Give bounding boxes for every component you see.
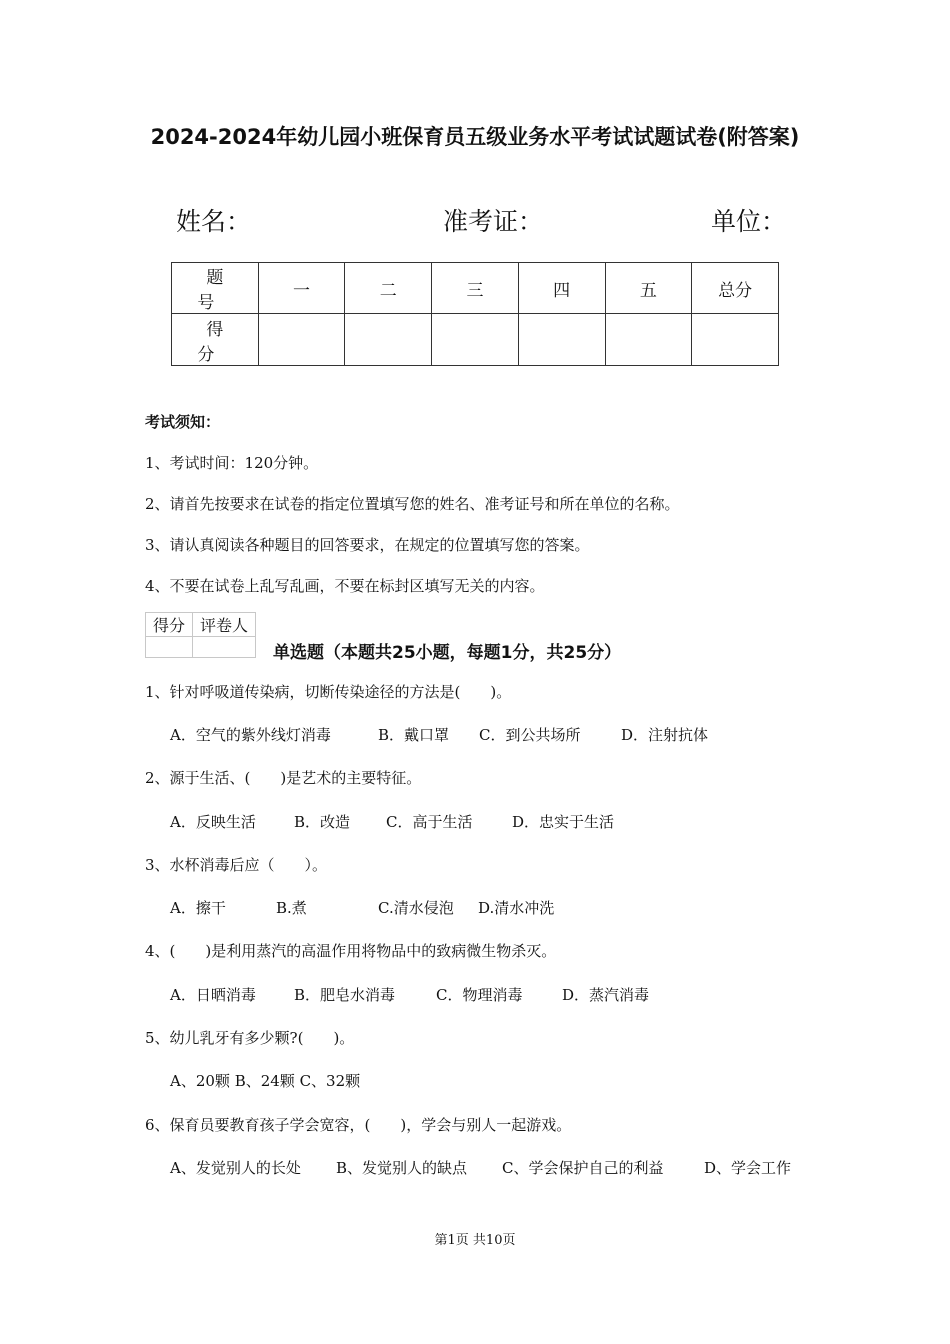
score-entry-cell[interactable] — [432, 314, 519, 366]
option: A．日晒消毒 — [170, 986, 256, 1004]
question-options — [170, 1070, 360, 1091]
question-options — [170, 724, 708, 745]
option: C．到公共场所 — [479, 726, 581, 744]
option: A、20颗 B、24颗 C、32颗 — [170, 1072, 361, 1090]
score-table-header-row — [172, 263, 779, 314]
option: C.清水侵泡 — [378, 899, 454, 917]
notice-heading: 考试须知： — [145, 413, 221, 431]
grader-reviewer-label: 评卷人 — [193, 613, 256, 637]
notice-item: 2、请首先按要求在试卷的指定位置填写您的姓名、准考证号和所在单位的名称。 — [145, 495, 680, 513]
score-table-cell: 总分 — [692, 263, 779, 314]
notice-item: 1、考试时间：120分钟。 — [145, 454, 319, 472]
exam-id-field-label: 准考证： — [443, 207, 544, 236]
question-options — [170, 984, 649, 1005]
option: D．注射抗体 — [621, 726, 709, 744]
option: C．高于生活 — [386, 813, 473, 831]
question-text: 4、( )是利用蒸汽的高温作用将物品中的致病微生物杀灭。 — [145, 942, 557, 960]
option: D．忠实于生活 — [512, 813, 615, 831]
grader-score-entry[interactable] — [146, 637, 193, 658]
unit-field-label: 单位： — [711, 207, 787, 236]
score-entry-cell[interactable] — [692, 314, 779, 366]
question-options — [170, 811, 614, 832]
option: D．蒸汽消毒 — [562, 986, 650, 1004]
grader-score-label: 得分 — [146, 613, 193, 637]
option: B、发觉别人的缺点 — [336, 1159, 468, 1177]
grader-reviewer-entry[interactable] — [193, 637, 256, 658]
question-text: 1、针对呼吸道传染病，切断传染途径的方法是( )。 — [145, 683, 512, 701]
grader-box — [145, 612, 256, 658]
score-table — [171, 262, 779, 366]
option: D、学会工作 — [704, 1159, 792, 1177]
score-table-cell: 得 分 — [172, 314, 259, 366]
score-table-cell: 三 — [432, 263, 519, 314]
option: A．反映生活 — [170, 813, 256, 831]
score-table-cell: 五 — [605, 263, 692, 314]
option: C．物理消毒 — [436, 986, 523, 1004]
page-footer: 第1页 共10页 — [434, 1233, 516, 1248]
question-options — [170, 1157, 791, 1178]
score-table-cell: 二 — [345, 263, 432, 314]
score-table-cell: 四 — [518, 263, 605, 314]
score-entry-cell[interactable] — [518, 314, 605, 366]
option: A．擦干 — [170, 899, 226, 917]
question-text: 3、水杯消毒后应（ ）。 — [145, 856, 328, 874]
document-title: 2024-2024年幼儿园小班保育员五级业务水平考试试题试卷(附答案) — [150, 125, 800, 149]
score-table-cell: 一 — [258, 263, 345, 314]
question-text: 2、源于生活、( )是艺术的主要特征。 — [145, 769, 422, 787]
option: C、学会保护自己的利益 — [502, 1159, 664, 1177]
question-text: 6、保育员要教育孩子学会宽容，( )，学会与别人一起游戏。 — [145, 1116, 572, 1134]
section-heading: 单选题（本题共25小题，每题1分，共25分） — [273, 643, 622, 663]
option: B．改造 — [294, 813, 351, 831]
option: A、发觉别人的长处 — [170, 1159, 301, 1177]
score-entry-cell[interactable] — [605, 314, 692, 366]
option: A．空气的紫外线灯消毒 — [170, 726, 331, 744]
name-field-label: 姓名： — [176, 207, 252, 236]
option: D.清水冲洗 — [478, 899, 555, 917]
question-text: 5、幼儿乳牙有多少颗?( )。 — [145, 1029, 355, 1047]
score-entry-cell[interactable] — [345, 314, 432, 366]
score-table-score-row — [172, 314, 779, 366]
notice-item: 4、不要在试卷上乱写乱画，不要在标封区填写无关的内容。 — [145, 577, 545, 595]
option: B．肥皂水消毒 — [294, 986, 396, 1004]
question-options — [170, 897, 554, 918]
option: B.煮 — [276, 899, 307, 917]
score-table-cell: 题 号 — [172, 263, 259, 314]
option: B．戴口罩 — [378, 726, 450, 744]
notice-item: 3、请认真阅读各种题目的回答要求，在规定的位置填写您的答案。 — [145, 536, 590, 554]
